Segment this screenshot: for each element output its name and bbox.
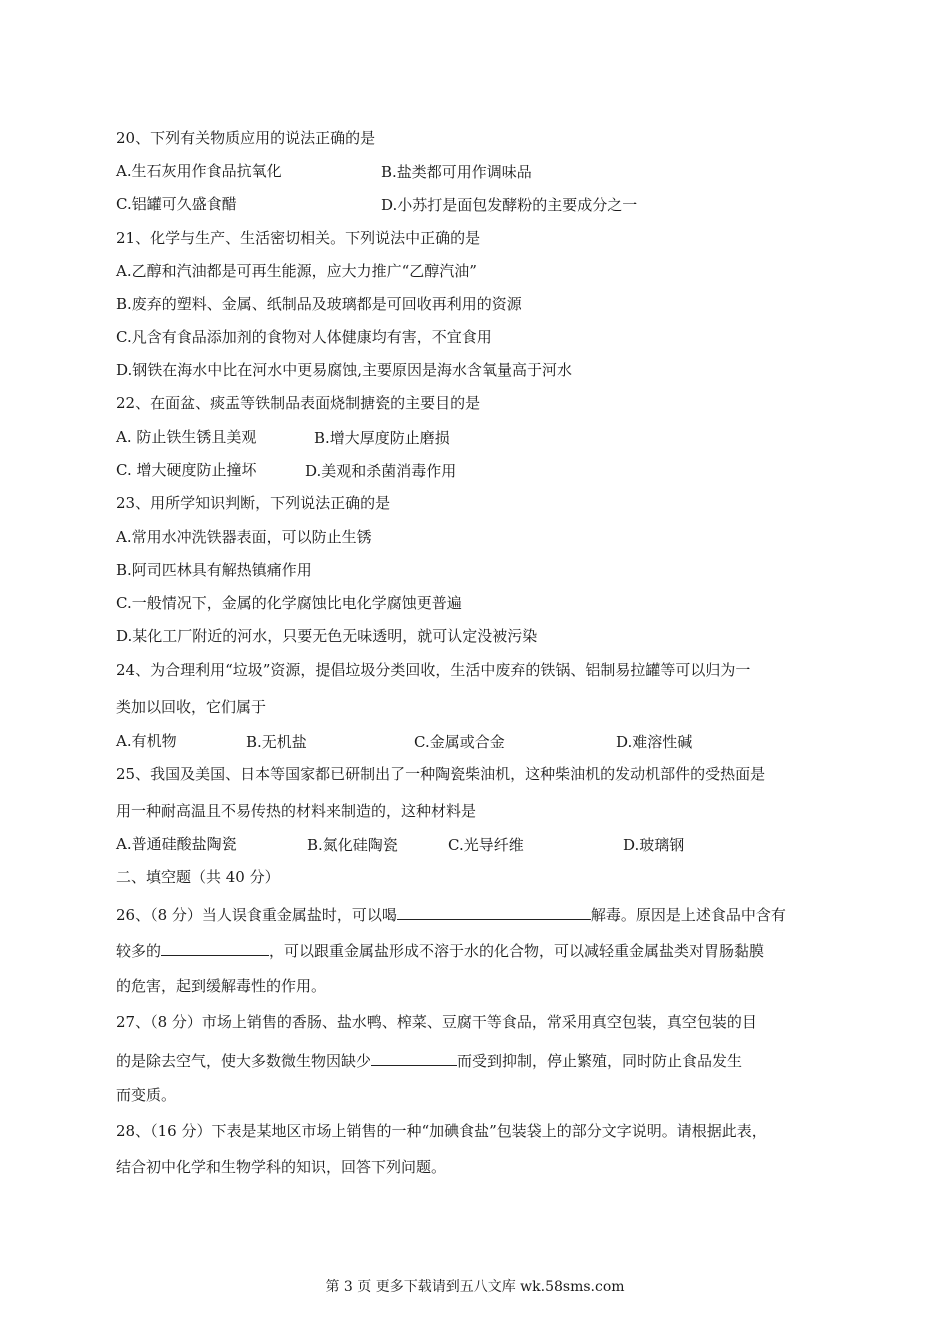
question-27-line1: 27、（8 分）市场上销售的香肠、盐水鸭、榨菜、豆腐干等食品，常采用真空包装，真空包装的目: [116, 1013, 757, 1031]
question-26-line3: 的危害，起到缓解毒性的作用。: [116, 977, 327, 995]
question-25-stem-line1: 25、我国及美国、日本等国家都已研制出了一种陶瓷柴油机，这种柴油机的发动机部件的受热面是: [116, 765, 766, 783]
question-20-option-c: C.铝罐可久盛食醋: [116, 195, 237, 213]
answer-blank-26b[interactable]: [161, 939, 269, 956]
answer-blank-27[interactable]: [371, 1049, 457, 1066]
question-23-option-a: A.常用水冲洗铁器表面，可以防止生锈: [116, 528, 372, 546]
question-27-part2: 而受到抑制，停止繁殖，同时防止食品发生: [457, 1052, 743, 1070]
question-27-line2: [116, 1049, 742, 1071]
question-21-option-c: C.凡含有食品添加剂的食物对人体健康均有害，不宜食用: [116, 328, 492, 346]
question-26-part2: 解毒。原因是上述食品中含有: [590, 906, 786, 924]
question-27-line3: 而变质。: [116, 1086, 177, 1104]
question-26-part3: 较多的: [116, 942, 162, 960]
question-22-option-d: D.美观和杀菌消毒作用: [305, 462, 457, 480]
question-20-option-a: A.生石灰用作食品抗氧化: [116, 162, 282, 180]
question-23-option-d: D.某化工厂附近的河水，只要无色无味透明，就可认定没被污染: [116, 627, 538, 645]
question-26-part4: ，可以跟重金属盐形成不溶于水的化合物，可以减轻重金属盐类对胃肠黏膜: [269, 942, 765, 960]
question-25-stem-line2: 用一种耐高温且不易传热的材料来制造的，这种材料是: [116, 802, 477, 820]
page-footer: 第 3 页 更多下载请到五八文库 wk.58sms.com: [325, 1279, 625, 1295]
question-21-option-d: D.钢铁在海水中比在河水中更易腐蚀,主要原因是海水含氧量高于河水: [116, 361, 573, 379]
question-23-option-c: C.一般情况下，金属的化学腐蚀比电化学腐蚀更普遍: [116, 594, 462, 612]
question-28-line2: 结合初中化学和生物学科的知识，回答下列问题。: [116, 1158, 447, 1176]
question-26-line1: [116, 903, 786, 925]
question-23-option-b: B.阿司匹林具有解热镇痛作用: [116, 561, 312, 579]
question-24-option-d: D.难溶性碱: [616, 733, 693, 751]
question-22-option-a: A. 防止铁生锈且美观: [116, 428, 257, 446]
question-28-line1: 28、（16 分）下表是某地区市场上销售的一种“加碘食盐”包装袋上的部分文字说明。请根据此表，: [116, 1122, 767, 1140]
question-24-option-a: A.有机物: [116, 732, 177, 750]
question-20-option-d: D.小苏打是面包发酵粉的主要成分之一: [381, 196, 638, 214]
question-24-option-b: B.无机盐: [246, 733, 307, 751]
question-21-stem: 21、化学与生产、生活密切相关。下列说法中正确的是: [116, 229, 481, 247]
question-23-stem: 23、用所学知识判断，下列说法正确的是: [116, 494, 391, 512]
question-24-option-c: C.金属或合金: [414, 733, 505, 751]
question-26-part1: 26、（8 分）当人误食重金属盐时，可以喝: [116, 906, 397, 924]
question-25-option-d: D.玻璃钢: [623, 836, 685, 854]
question-22-option-b: B.增大厚度防止磨损: [314, 429, 450, 447]
question-22-stem: 22、在面盆、痰盂等铁制品表面烧制搪瓷的主要目的是: [116, 394, 481, 412]
question-20-stem: 20、下列有关物质应用的说法正确的是: [116, 129, 376, 147]
answer-blank-26a[interactable]: [397, 903, 591, 920]
question-21-option-a: A.乙醇和汽油都是可再生能源，应大力推广“乙醇汽油”: [116, 262, 477, 280]
question-24-stem-line2: 类加以回收，它们属于: [116, 698, 267, 716]
question-21-option-b: B.废弃的塑料、金属、纸制品及玻璃都是可回收再利用的资源: [116, 295, 522, 313]
question-26-line2: [116, 939, 764, 961]
question-25-option-a: A.普通硅酸盐陶瓷: [116, 835, 237, 853]
section-2-title: 二、填空题（共 40 分）: [116, 868, 280, 886]
question-24-stem-line1: 24、为合理利用“垃圾”资源，提倡垃圾分类回收，生活中废弃的铁锅、铝制易拉罐等可以归为一: [116, 661, 751, 679]
question-22-option-c: C. 增大硬度防止撞坏: [116, 461, 257, 479]
question-27-part1: 的是除去空气，使大多数微生物因缺少: [116, 1052, 372, 1070]
question-20-option-b: B.盐类都可用作调味品: [381, 163, 532, 181]
question-25-option-c: C.光导纤维: [448, 836, 524, 854]
question-25-option-b: B.氮化硅陶瓷: [307, 836, 398, 854]
